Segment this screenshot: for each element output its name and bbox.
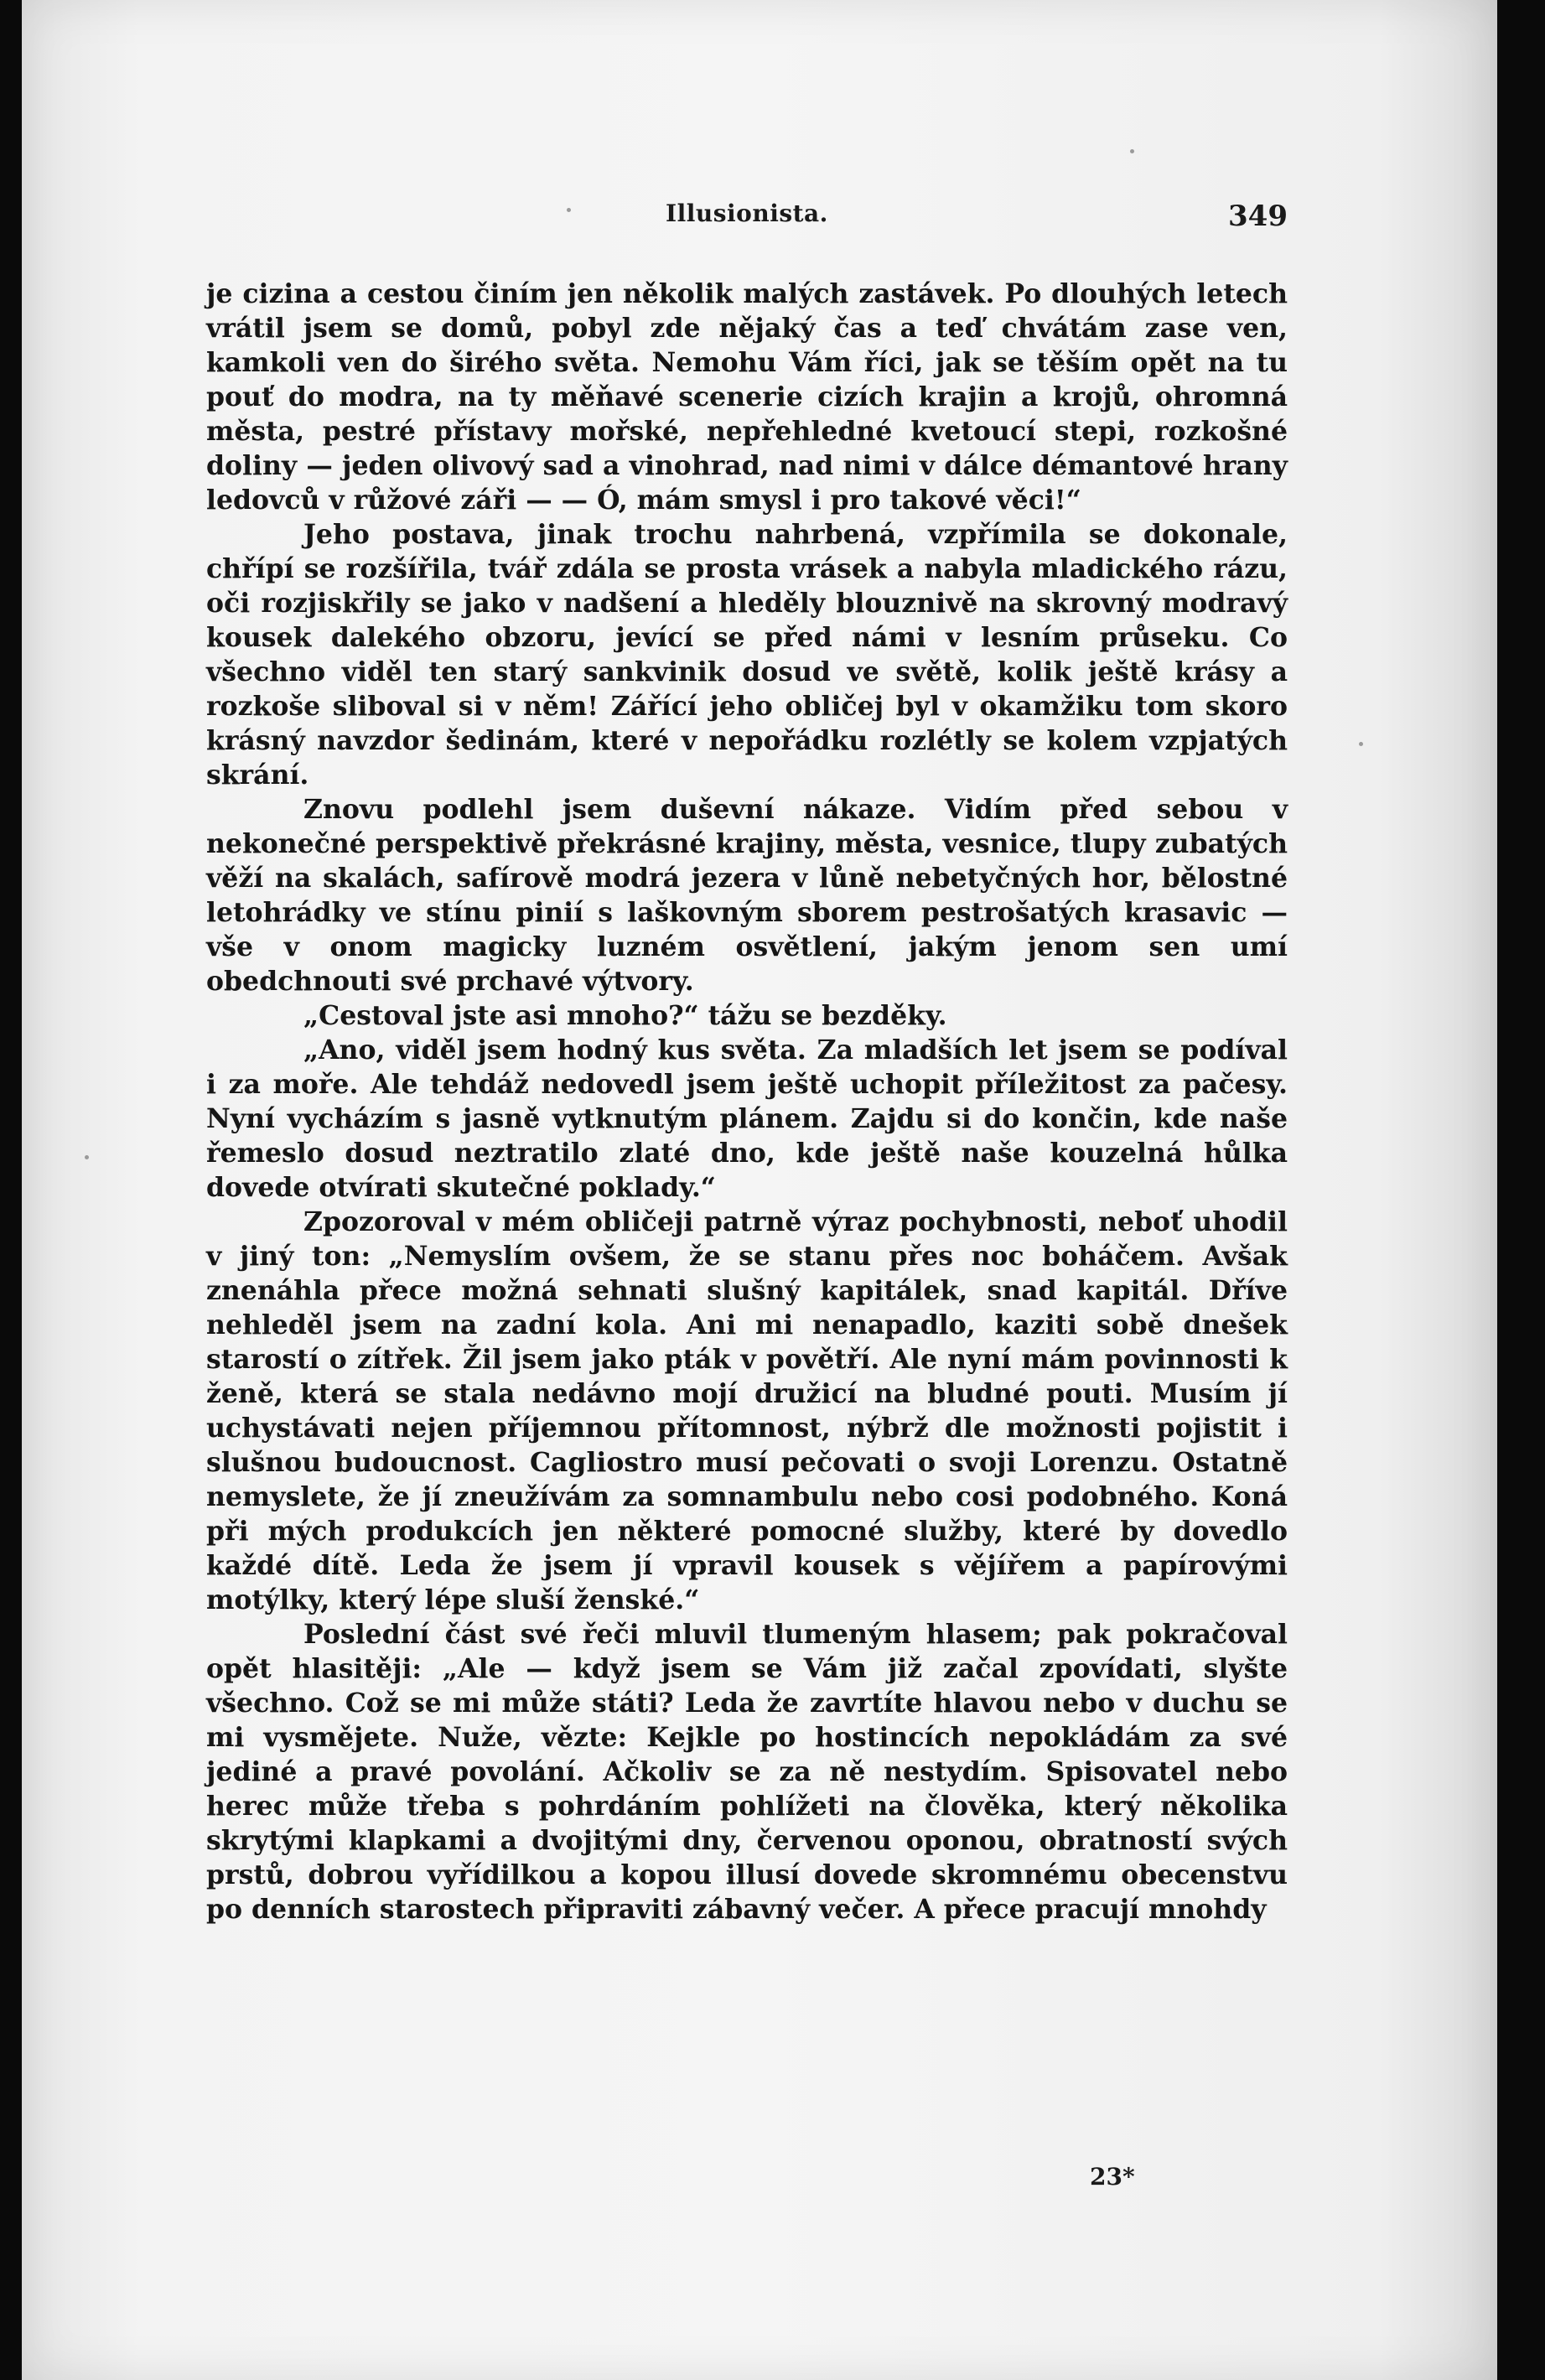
page-header <box>206 200 1288 241</box>
signature-mark: 23* <box>1090 2163 1135 2191</box>
body-text <box>206 277 1288 1926</box>
paragraph: Znovu podlehl jsem duševní nákaze. Vidím před sebou v nekonečné perspektivě překrásné krajiny, města, vesnice, tlupy zubatých věží na skalách, safírově modrá jezera v lůně nebetyčných hor, bělostné letohrádky ve stínu pinií s laškovným sborem pestrošatých krasavic — vše v onom magicky luzném osvětlení, jakým jenom sen umí obedchnouti své prchavé výtvory. <box>206 794 1288 997</box>
paragraph: Zpozoroval v mém obličeji patrně výraz pochybnosti, neboť uhodil v jiný ton: „Nemyslím ovšem, že se stanu přes noc boháčem. Avšak znenáhla přece možná sehnati slušný kapitálek, snad kapitál. Dříve nehleděl jsem na zadní kola. Ani mi nenapadlo, kaziti sobě dnešek starostí o zítřek. Žil jsem jako pták v povětří. Ale nyní mám povinnosti k ženě, která se stala nedávno mojí družicí na bludné pouti. Musím jí uchystávati nejen příjemnou přítomnost, nýbrž dle možnosti pojistit i slušnou budoucnost. Cagliostro musí pečovati o svoji Lorenzu. Ostatně nemyslete, že jí zneužívám za somnambulu nebo cosi podobného. Koná při mých produkcích jen některé pomocné služby, které by dovedlo každé dítě. Leda že jsem jí vpravil kousek s vějířem a papírovými motýlky, který lépe sluší ženské.“ <box>206 1206 1288 1615</box>
paragraph: Poslední část své řeči mluvil tlumeným hlasem; pak pokračoval opět hlasitěji: „Ale — když jsem se Vám již začal zpovídati, slyšte všechno. Což se mi může státi? Leda že zavrtíte hlavou nebo v duchu se mi vysmějete. Nuže, vězte: Kejkle po hostincích nepokládám za své jediné a pravé povolání. Ačkoliv se za ně nestydím. Spisovatel nebo herec může třeba s pohrdáním pohlížeti na člověka, který několika skrytými klapkami a dvojitými dny, červenou oponou, obratností svých prstů, dobrou vyřídilkou a kopou illusí dovede skromnému obecenstvu po denních starostech připraviti zábavný večer. A přece pracují mnohdy <box>206 1619 1288 1925</box>
scan-border-left <box>0 0 22 2380</box>
paragraph: „Cestoval jste asi mnoho?“ tážu se bezděky. <box>303 1000 947 1031</box>
paragraph: Jeho postava, jinak trochu nahrbená, vzpřímila se dokonale, chřípí se rozšířila, tvář zdála se prosta vrásek a nabyla mladického rázu, oči rozjiskřily se jako v nadšení a hleděly blouznivě na skrovný modravý kousek dalekého obzoru, jevící se před námi v lesním průseku. Co všechno viděl ten starý sankvinik dosud ve světě, kolik ještě krásy a rozkoše sliboval si v něm! Zářící jeho obličej byl v okamžiku tom skoro krásný navzdor šedinám, které v nepořádku rozlétly se kolem vzpjatých skrání. <box>206 519 1288 791</box>
paper-speck <box>85 1155 89 1159</box>
page-number: 349 <box>1228 200 1288 233</box>
scan-border-right <box>1497 0 1545 2380</box>
paragraph: je cizina a cestou činím jen několik malých zastávek. Po dlouhých letech vrátil jsem se domů, pobyl zde nějaký čas a teď chvátám zase ven, kamkoli ven do širého světa. Nemohu Vám říci, jak se těším opět na tu pouť do modra, na ty měňavé scenerie cizích krajin a krojů, ohromná města, pestré přístavy mořské, nepřehledné kvetoucí stepi, rozkošné doliny — jeden olivový sad a vinohrad, nad nimi v dálce démantové hrany ledovců v růžové záři — — Ó, mám smysl i pro takové věci!“ <box>206 278 1288 516</box>
running-title: Illusionista. <box>666 200 828 227</box>
paragraph: „Ano, viděl jsem hodný kus světa. Za mladších let jsem se podíval i za moře. Ale tehdáž nedovedl jsem ještě uchopit příležitost za pačesy. Nyní vycházím s jasně vytknutým plánem. Zajdu si do končin, kde naše řemeslo dosud neztratilo zlaté dno, kde ještě naše kouzelná hůlka dovede otvírati skutečné poklady.“ <box>206 1034 1288 1203</box>
paper-speck <box>1359 742 1363 746</box>
paper-speck <box>1130 149 1134 153</box>
